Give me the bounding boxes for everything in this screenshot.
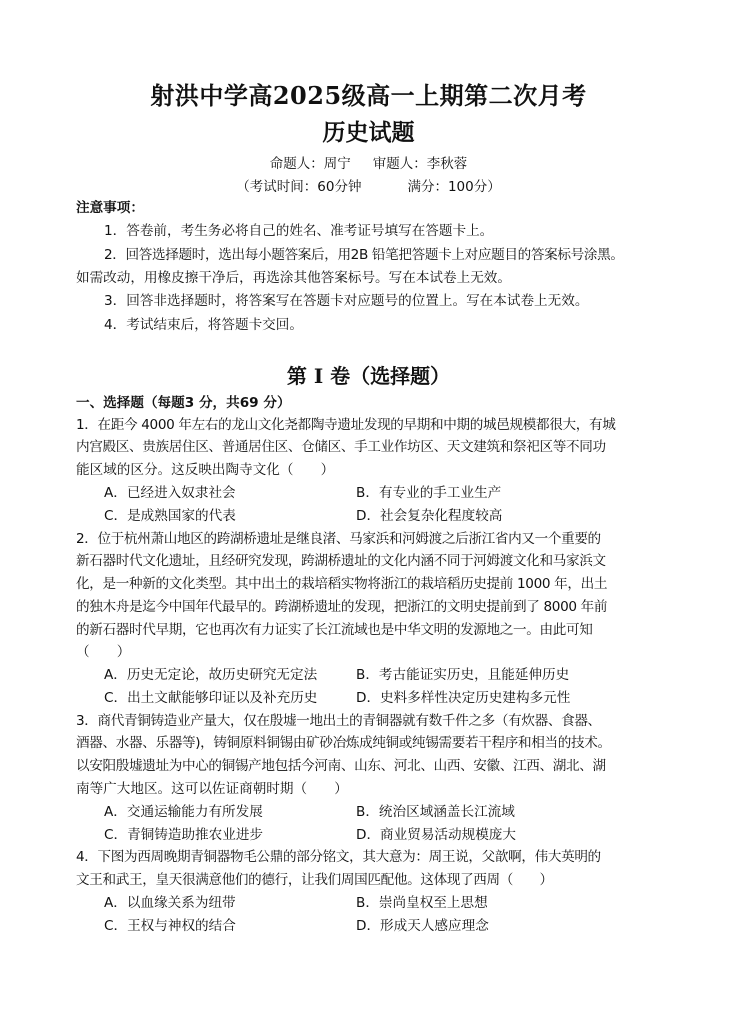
notice-item: 4．考试结束后，将答题卡交回。 bbox=[104, 317, 303, 333]
question-line: 文王和武王，皇天很满意他们的德行，让我们周国匹配他。这体现了西周（ ） bbox=[76, 872, 553, 888]
section-title: 一、选择题（每题3 分，共69 分） bbox=[76, 395, 291, 411]
question-line: 3．商代青铜铸造业产量大，仅在殷墟一地出土的青铜器就有数千件之多（有炊器、食器、 bbox=[76, 713, 601, 729]
option-c: C．是成熟国家的代表 bbox=[104, 508, 236, 524]
option-c: C．出土文献能够印证以及补充历史 bbox=[104, 690, 318, 706]
notice-item: 如需改动，用橡皮擦干净后，再选涂其他答案标号。写在本试卷上无效。 bbox=[76, 270, 511, 286]
option-c: C．青铜铸造助推农业进步 bbox=[104, 827, 264, 843]
question-line: 的新石器时代早期，它也再次有力证实了长江流域也是中华文明的发源地之一。由此可知 bbox=[76, 622, 593, 638]
exam-time: （考试时间：60分钟 bbox=[236, 179, 362, 195]
question-line: 南等广大地区。这可以佐证商朝时期（ ） bbox=[76, 781, 348, 797]
option-c: C．王权与神权的结合 bbox=[104, 918, 236, 934]
exam-score: 满分：100分） bbox=[407, 179, 501, 195]
question-line: 新石器时代文化遗址，且经研究发现，跨湖桥遗址的文化内涵不同于河姆渡文化和马家浜文 bbox=[76, 553, 606, 569]
exam-staff bbox=[0, 152, 737, 172]
option-d: D．商业贸易活动规模庞大 bbox=[356, 827, 516, 843]
question-line: 化，是一种新的文化类型。其中出土的栽培稻实物将浙江的栽培稻历史提前 1000 年，出土 bbox=[76, 576, 608, 592]
option-d: D．形成天人感应理念 bbox=[356, 918, 489, 934]
notice-item: 2．回答选择题时，选出每小题答案后，用2B 铅笔把答题卡上对应题目的答案标号涂黑。 bbox=[104, 247, 624, 263]
question-line: 酒器、水器、乐器等)，铸铜原料铜锡由矿砂冶炼成纯铜或纯锡需要若干程序和相当的技术。 bbox=[76, 735, 611, 751]
question-line: 以安阳殷墟遗址为中心的铜锡产地包括今河南、山东、河北、山西、安徽、江西、湖北、湖 bbox=[76, 758, 606, 774]
reviewer: 审题人：李秋蓉 bbox=[372, 156, 468, 172]
question-line: 1．在距今 4000 年左右的龙山文化尧都陶寺遗址发现的早期和中期的城邑规模都很大，有城 bbox=[76, 417, 616, 433]
option-b: B．考古能证实历史，且能延伸历史 bbox=[356, 667, 570, 683]
question-line: 的独木舟是迄今中国年代最早的。跨湖桥遗址的发现，把浙江的文明史提前到了 8000 年前 bbox=[76, 599, 608, 615]
option-d: D．史料多样性决定历史建构多元性 bbox=[356, 690, 571, 706]
notice-item: 1．答卷前，考生务必将自己的姓名、准考证号填写在答题卡上。 bbox=[104, 223, 494, 239]
exam-subtitle: 历史试题 bbox=[322, 119, 415, 146]
question-line: 能区域的区分。这反映出陶寺文化（ ） bbox=[76, 462, 335, 478]
question-line: 内宫殿区、贵族居住区、普通居住区、仓储区、手工业作坊区、天文建筑和祭祀区等不同功 bbox=[76, 439, 606, 455]
question-line: （ ） bbox=[76, 644, 131, 660]
option-b: B．有专业的手工业生产 bbox=[356, 485, 502, 501]
option-a: A．交通运输能力有所发展 bbox=[104, 804, 263, 820]
part-heading: 第 I 卷（选择题） bbox=[286, 364, 451, 388]
notice-heading: 注意事项： bbox=[76, 200, 144, 216]
option-b: B．崇尚皇权至上思想 bbox=[356, 895, 488, 911]
option-b: B．统治区域涵盖长江流域 bbox=[356, 804, 515, 820]
option-a: A．历史无定论，故历史研究无定法 bbox=[104, 667, 318, 683]
option-a: A．已经进入奴隶社会 bbox=[104, 485, 236, 501]
question-line: 2．位于杭州萧山地区的跨湖桥遗址是继良渚、马家浜和河姆渡之后浙江省内又一个重要的 bbox=[76, 531, 601, 547]
exam-title: 射洪中学高2025级高一上期第二次月考 bbox=[150, 81, 587, 110]
notice-item: 3．回答非选择题时，将答案写在答题卡对应题号的位置上。写在本试卷上无效。 bbox=[104, 293, 589, 309]
question-line: 4．下图为西周晚期青铜器物毛公鼎的部分铭文，其大意为：周王说，父歆啊，伟大英明的 bbox=[76, 849, 601, 865]
exam-info bbox=[0, 175, 737, 195]
option-a: A．以血缘关系为纽带 bbox=[104, 895, 236, 911]
setter: 命题人：周宁 bbox=[269, 156, 351, 172]
option-d: D．社会复杂化程度较高 bbox=[356, 508, 503, 524]
